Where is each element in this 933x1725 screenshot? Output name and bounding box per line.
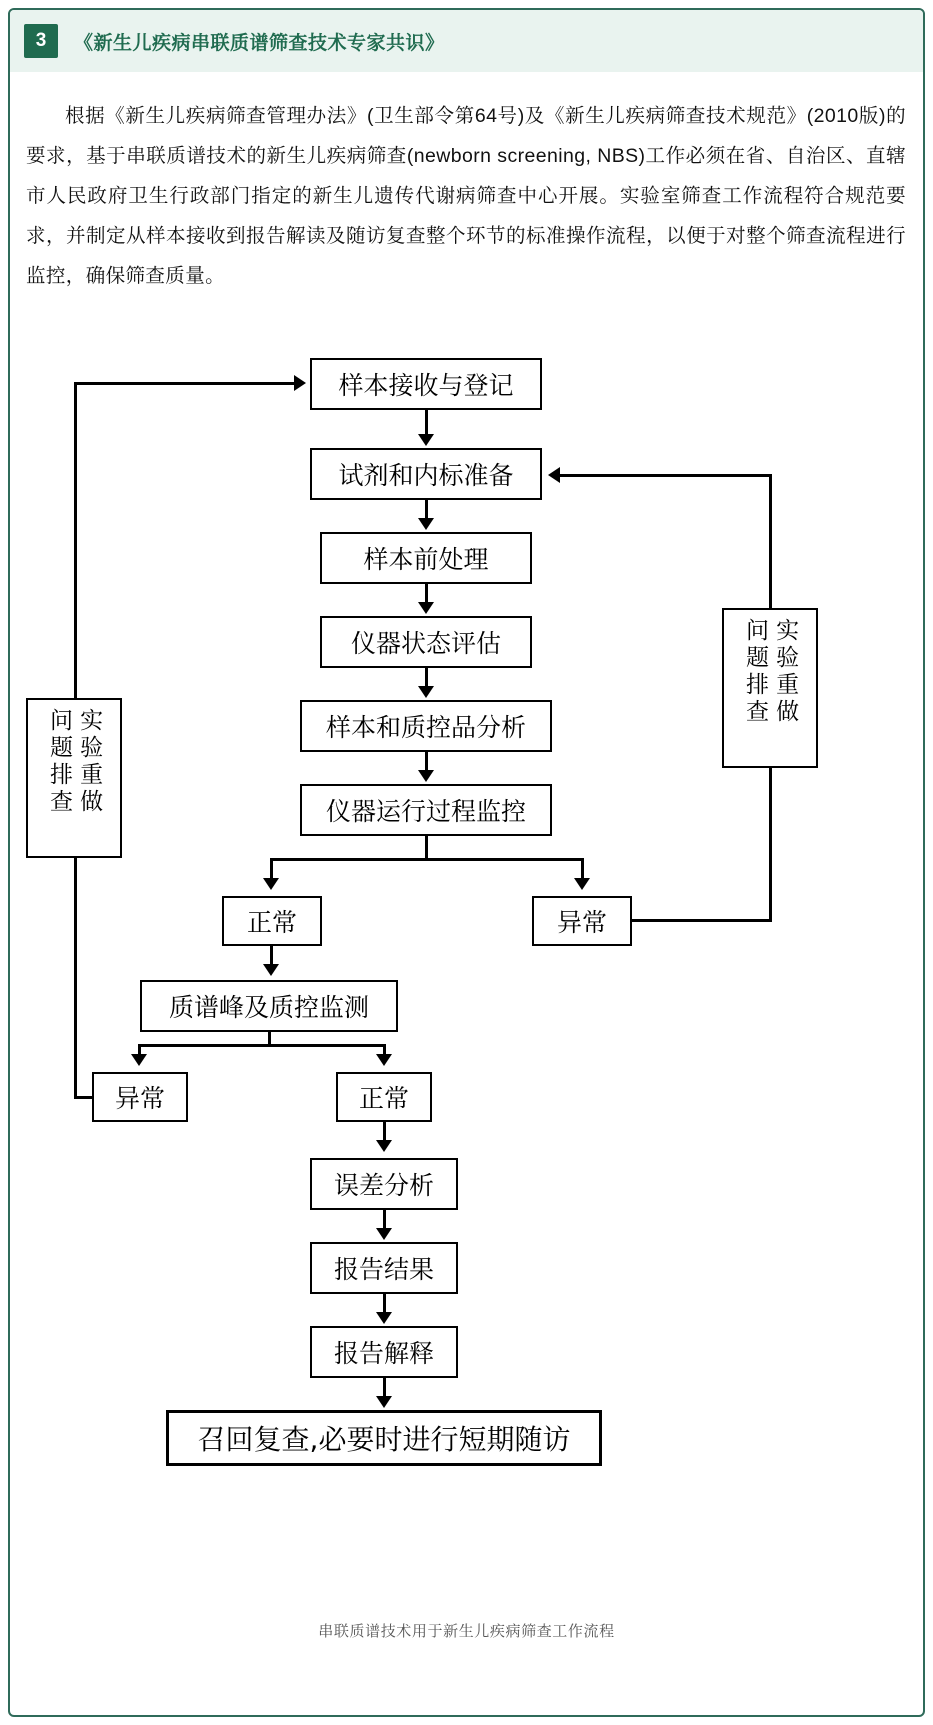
edge-status-to-analysis [425, 668, 428, 688]
arrow-reagent-to-pretreat [418, 518, 434, 530]
edge-abnormal2-left [74, 1096, 94, 1099]
edge-error-to-result [383, 1210, 386, 1230]
edge-monitor-to-normal [270, 858, 273, 880]
arrow-result-to-explain [376, 1312, 392, 1324]
flowchart [0, 330, 933, 1600]
edge-reagent-to-pretreat [425, 500, 428, 520]
side-left-col2: 实验重做 [76, 708, 103, 816]
flow-node-abnormal-2: 异常 [92, 1072, 188, 1122]
side-right-col1: 问题排查 [742, 618, 768, 726]
edge-peak-bus [138, 1044, 386, 1047]
flow-node-report-result: 报告结果 [310, 1242, 458, 1294]
arrow-explain-to-recall [376, 1396, 392, 1408]
section-title: 《新生儿疾病串联质谱筛查技术专家共识》 [74, 32, 445, 54]
edge-normal2-to-error [383, 1122, 386, 1142]
edge-sample-to-reagent [425, 410, 428, 436]
flow-node-recall-followup: 召回复查,必要时进行短期随访 [166, 1410, 602, 1466]
arrow-monitor-to-normal [263, 878, 279, 890]
arrow-left-to-sample [294, 375, 306, 391]
arrow-sample-to-reagent [418, 434, 434, 446]
arrow-normal1-to-peak [263, 964, 279, 976]
section-header [10, 10, 923, 72]
side-right-col2: 实验重做 [772, 618, 799, 726]
edge-right-to-reagent [560, 474, 772, 477]
edge-left-to-sample [74, 382, 296, 385]
edge-explain-to-recall [383, 1378, 386, 1398]
arrow-error-to-result [376, 1228, 392, 1240]
edge-monitor-bus [270, 858, 584, 861]
flow-node-normal-1: 正常 [222, 896, 322, 946]
edge-pretreat-to-status [425, 584, 428, 604]
flow-node-normal-2: 正常 [336, 1072, 432, 1122]
arrow-right-to-reagent [548, 467, 560, 483]
flow-node-peak-qc-monitor: 质谱峰及质控监测 [140, 980, 398, 1032]
side-left-col1: 问题排查 [46, 708, 72, 816]
flow-node-sample-qc-analysis: 样本和质控品分析 [300, 700, 552, 752]
edge-left-up [74, 858, 77, 1098]
edge-result-to-explain [383, 1294, 386, 1314]
section-number-badge: 3 [24, 24, 58, 58]
arrow-pretreat-to-status [418, 602, 434, 614]
arrow-status-to-analysis [418, 686, 434, 698]
arrow-peak-to-abnormal2 [131, 1054, 147, 1066]
arrow-analysis-to-monitor [418, 770, 434, 782]
flow-node-runtime-monitor: 仪器运行过程监控 [300, 784, 552, 836]
flow-node-sample-pretreatment: 样本前处理 [320, 532, 532, 584]
flow-node-report-explain: 报告解释 [310, 1326, 458, 1378]
edge-right-up [769, 768, 772, 922]
figure-caption: 串联质谱技术用于新生儿疾病筛查工作流程 [318, 1623, 615, 1640]
edge-analysis-to-monitor [425, 752, 428, 772]
edge-left-up-top [74, 382, 77, 700]
flow-node-reagent-prep: 试剂和内标准备 [310, 448, 542, 500]
edge-abnormal1-right [632, 919, 772, 922]
flow-node-error-analysis: 误差分析 [310, 1158, 458, 1210]
flow-node-side-left-troubleshoot [26, 698, 122, 858]
flow-node-abnormal-1: 异常 [532, 896, 632, 946]
body-paragraph: 根据《新生儿疾病筛查管理办法》(卫生部令第64号)及《新生儿疾病筛查技术规范》(2010版)的要求，基于串联质谱技术的新生儿疾病筛查(newborn screening, NBS)工作必须在省、自治区、直辖市人民政府卫生行政部门指定的新生儿遗传代谢病筛查中心开展。实验室筛查工作流程符合规范要求，并制定从样本接收到报告解读及随访复查整个环节的标准操作流程，以便于对整个筛查流程进行监控，确保筛查质量。 [26, 105, 906, 287]
arrow-normal2-to-error [376, 1140, 392, 1152]
edge-right-top-up [769, 474, 772, 610]
edge-monitor-stem [425, 836, 428, 860]
arrow-monitor-to-abnormal [574, 878, 590, 890]
flow-node-side-right-troubleshoot [722, 608, 818, 768]
arrow-peak-to-normal2 [376, 1054, 392, 1066]
edge-monitor-to-abnormal [581, 858, 584, 880]
flow-node-sample-reception: 样本接收与登记 [310, 358, 542, 410]
flow-node-instrument-status: 仪器状态评估 [320, 616, 532, 668]
